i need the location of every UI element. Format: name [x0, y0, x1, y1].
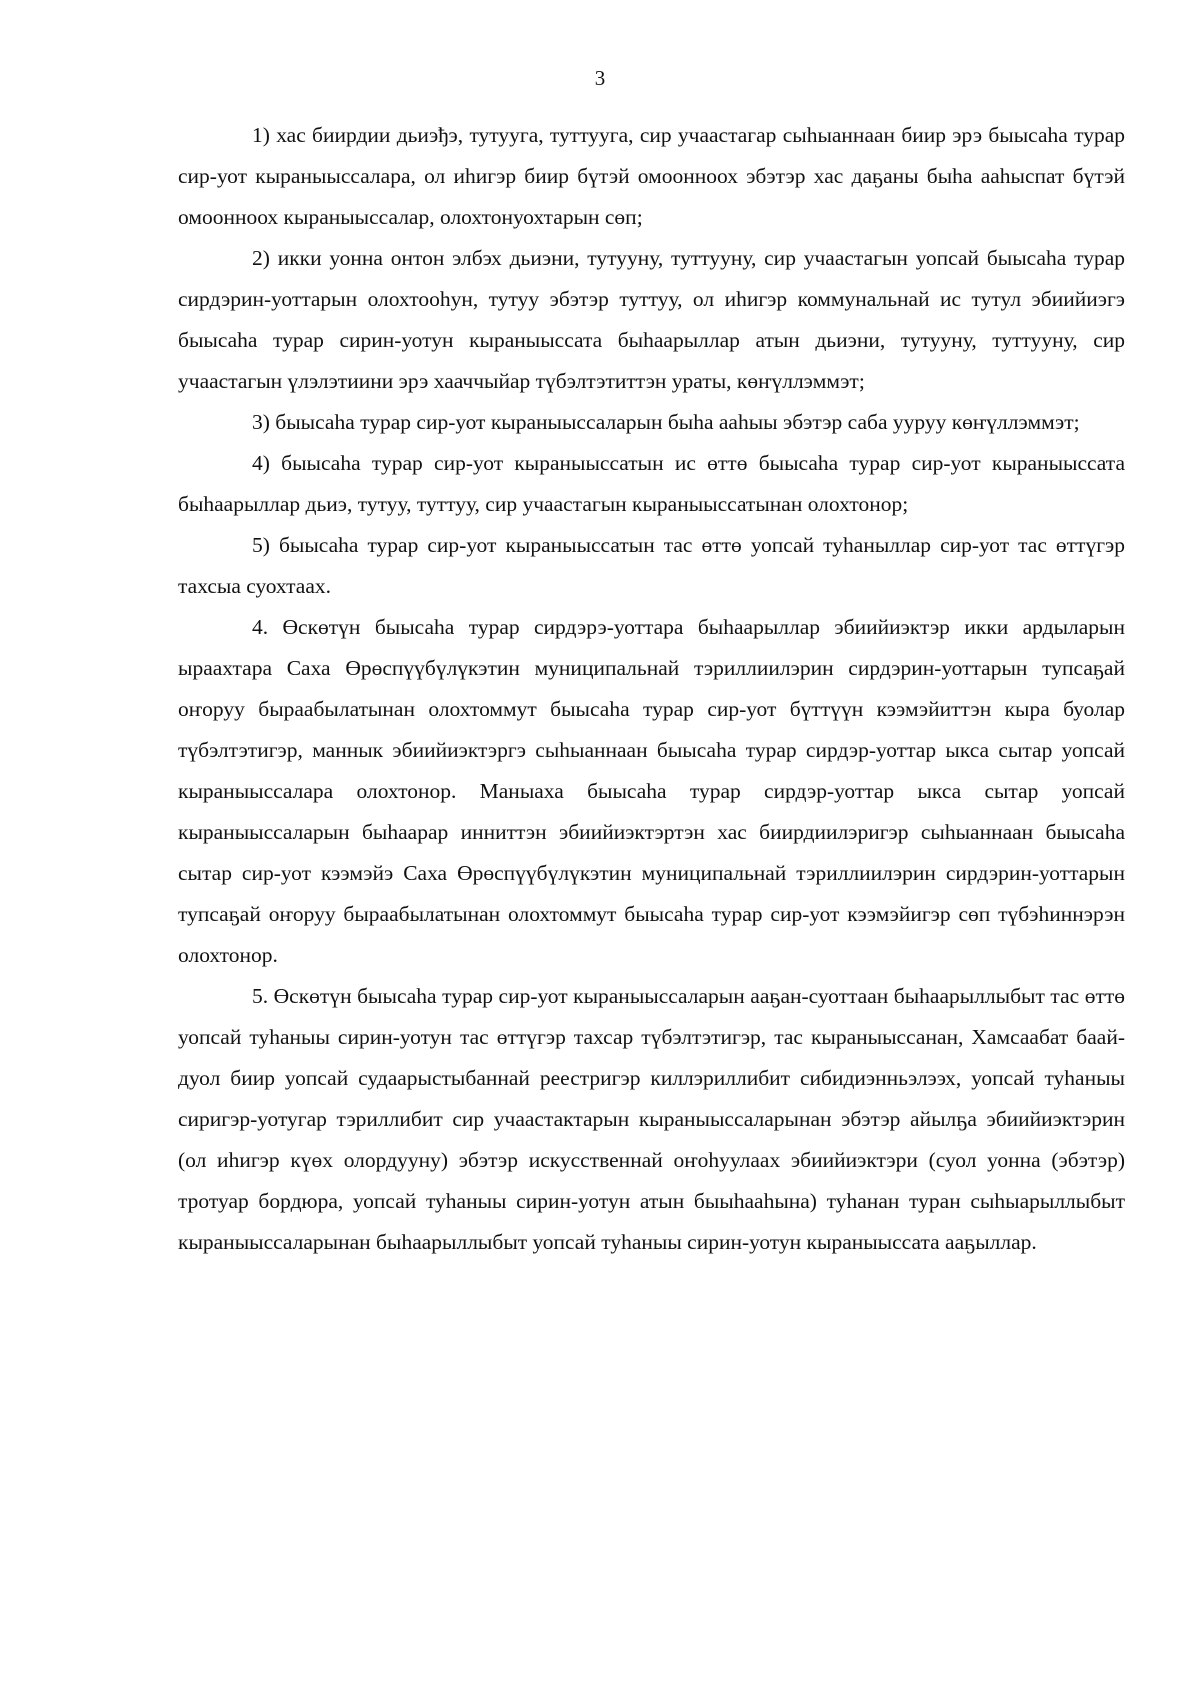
paragraph-section-5: 5. Өскөтүн быысаһа турар сир-уот кыраныыссаларын ааҕан-суоттаан быһаарыллыбыт тас өттө уопсай туһаныы сирин-уотун тас өттүгэр тахсар түбэлтэтигэр, тас кыраныыссанан, Хамсаабат баай-дуол биир уопсай судаарыстыбаннай реестригэр киллэриллибит сибидиэнньэлээх, уопсай туһаныы сиригэр-уотугар тэриллибит сир учаастактарын кыраныыссаларынан эбэтэр айылҕа эбиийиэктэрин (ол иһигэр күөх олордууну) эбэтэр искусственнай оҥоһуулаах эбиийиэктэри (суол уонна (эбэтэр) тротуар бордюра, уопсай туһаныы сирин-уотун атын быыһааһына) туһанан туран сыһыарыллыбыт кыраныыссаларынан быһаарыллыбыт уопсай туһаныы сирин-уотун кыраныыссата ааҕыллар. [178, 984, 1125, 1254]
paragraph-item-1: 1) хас биирдии дьиэђэ, тутууга, туттууга, сир учаастагар сыһыаннаан биир эрэ быысаһа турар сир-уот кыраныыссалара, ол иһигэр биир бүтэй омоонноох эбэтэр хас даҕаны быһа ааһыспат бүтэй омоонноох кыраныыссалар, олохтонуохтарын сөп; [178, 123, 1125, 229]
paragraph-item-2: 2) икки уонна онтон элбэх дьиэни, тутууну, туттууну, сир учаастагын уопсай быысаһа турар сирдэрин-уоттарын олохтооһун, тутуу эбэтэр туттуу, ол иһигэр коммунальнай ис тутул эбиийиэгэ быысаһа турар сирин-уотун кыраныыссата быһаарыллар атын дьиэни, тутууну, туттууну, сир учаастагын үлэлэтиини эрэ хааччыйар түбэлтэтиттэн ураты, көҥүллэммэт; [178, 246, 1125, 393]
page-number: 3 [594, 66, 606, 90]
paragraph-item-3: 3) быысаһа турар сир-уот кыраныыссаларын быһа ааһыы эбэтэр саба ууруу көҥүллэммэт; [252, 410, 1080, 434]
document-body [178, 115, 1125, 1263]
paragraph-item-4: 4) быысаһа турар сир-уот кыраныыссатын ис өттө быысаһа турар сир-уот кыраныыссата быһаарыллар дьиэ, тутуу, туттуу, сир учаастагын кыраныыссатынан олохтонор; [178, 451, 1125, 516]
paragraph-item-5: 5) быысаһа турар сир-уот кыраныыссатын тас өттө уопсай туһаныллар сир-уот тас өттүгэр тахсыа суохтаах. [178, 533, 1125, 598]
paragraph-section-4: 4. Өскөтүн быысаһа турар сирдэрэ-уоттара быһаарыллар эбиийиэктэр икки ардыларын ыраахтара Саха Өрөспүүбүлүкэтин муниципальнай тэриллиилэрин сирдэрин-уоттарын тупсаҕай оҥоруу быраабылатынан олохтоммут быысаһа турар сир-уот бүттүүн кээмэйиттэн кыра буолар түбэлтэтигэр, маннык эбиийиэктэргэ сыһыаннаан быысаһа турар сирдэр-уоттар ыкса сытар уопсай кыраныыссалара олохтонор. Маныаха быысаһа турар сирдэр-уоттар ыкса сытар уопсай кыраныыссаларын быһаарар инниттэн эбиийиэктэртэн хас биирдиилэригэр сыһыаннаан быысаһа сытар сир-уот кээмэйэ Саха Өрөспүүбүлүкэтин муниципальнай тэриллиилэрин сирдэрин-уоттарын тупсаҕай оҥоруу быраабылатынан олохтоммут быысаһа турар сир-уот кээмэйигэр сөп түбэһиннэрэн олохтонор. [178, 615, 1125, 967]
